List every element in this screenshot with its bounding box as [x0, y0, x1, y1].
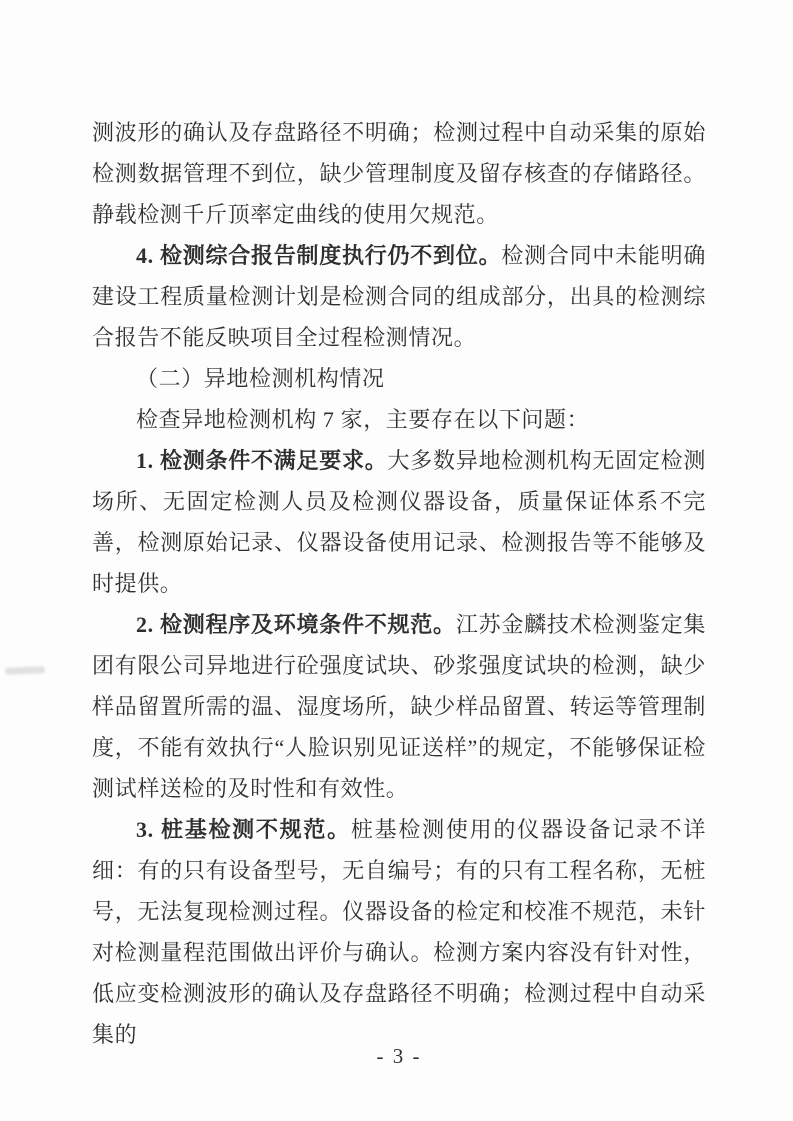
- bold-heading-run: 2. 检测程序及环境条件不规范。: [136, 612, 456, 637]
- document-body: [92, 112, 706, 1055]
- page-number: - 3 -: [376, 1044, 422, 1068]
- text-run: 大多数异地检测机构无固定检测场所、无固定检测人员及检测仪器设备，质量保证体系不完善，检测原始记录、仪器设备使用记录、检测报告等不能够及时提供。: [92, 448, 706, 596]
- bold-heading-run: 4. 检测综合报告制度执行仍不到位。: [136, 243, 502, 268]
- text-run: （二）异地检测机构情况: [136, 366, 385, 391]
- text-run: 测波形的确认及存盘路径不明确；检测过程中自动采集的原始检测数据管理不到位，缺少管理制度及留存核查的存储路径。静载检测千斤顶率定曲线的使用欠规范。: [92, 120, 706, 227]
- scan-smudge-mark: [5, 666, 45, 674]
- paragraph: [92, 399, 706, 440]
- text-run: 江苏金麟技术检测鉴定集团有限公司异地进行砼强度试块、砂浆强度试块的检测，缺少样品留置所需的温、湿度场所，缺少样品留置、转运等管理制度，不能有效执行“人脸识别见证送样”的规定，不能够保证检测试样送检的及时性和有效性。: [92, 612, 706, 801]
- section-heading: [92, 358, 706, 399]
- bold-heading-run: 3. 桩基检测不规范。: [136, 817, 351, 842]
- paragraph: [92, 604, 706, 809]
- paragraph: [92, 235, 706, 358]
- text-run: 桩基检测使用的仪器设备记录不详细：有的只有设备型号，无自编号；有的只有工程名称，无桩号，无法复现检测过程。仪器设备的检定和校准不规范，未针对检测量程范围做出评价与确认。检测方案内容没有针对性，低应变检测波形的确认及存盘路径不明确；检测过程中自动采集的: [92, 817, 706, 1047]
- paragraph: [92, 440, 706, 604]
- paragraph: [92, 112, 706, 235]
- paragraph: [92, 809, 706, 1055]
- bold-heading-run: 1. 检测条件不满足要求。: [136, 448, 388, 473]
- text-run: 检测合同中未能明确建设工程质量检测计划是检测合同的组成部分，出具的检测综合报告不能反映项目全过程检测情况。: [92, 243, 706, 350]
- text-run: 检查异地检测机构 7 家，主要存在以下问题：: [136, 407, 590, 432]
